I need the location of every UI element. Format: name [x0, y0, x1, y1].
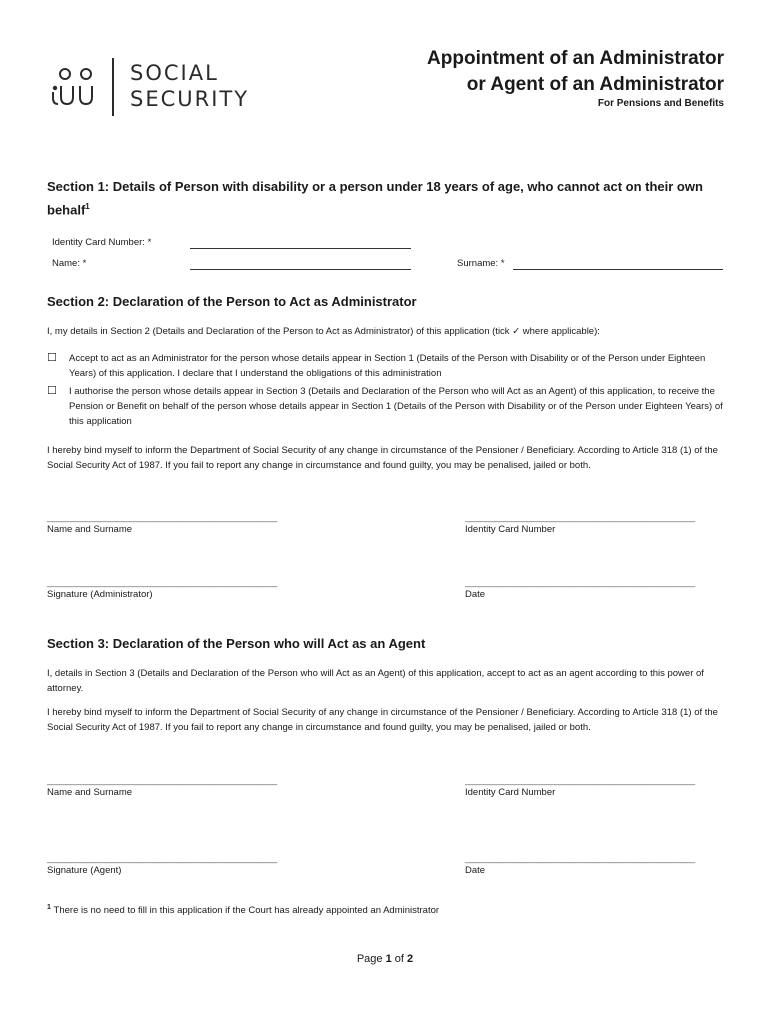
agent-name-line[interactable]: ________________________________________________ [47, 775, 277, 786]
section2-intro: I, my details in Section 2 (Details and Declaration of the Person to Act as Administrator) of this application (tick ✓ where applicable): [47, 326, 600, 337]
section3-heading: Section 3: Declaration of the Person who will Act as an Agent [47, 636, 426, 651]
page-prefix: Page [356, 953, 383, 965]
title-line1: Appointment of an Administrator [427, 48, 724, 69]
admin-date-line[interactable]: ________________________________________________ [465, 577, 695, 588]
admin-name-label: Name and Surname [47, 524, 133, 535]
admin-name-line[interactable]: ________________________________________________ [47, 512, 277, 523]
footnote [47, 904, 439, 916]
footnote-text: There is no need to fill in this application if the Court has already appointed an Administrator [53, 905, 440, 917]
name-input-line[interactable] [190, 269, 411, 270]
logo-line1: SOCIAL [130, 61, 219, 85]
logo-wordmark [130, 60, 249, 112]
agent-signature-label: Signature (Agent) [47, 865, 122, 876]
section1-heading-text: Section 1: Details of Person with disability or a person under 18 years of age, who cannot act on their own behalf [47, 179, 703, 218]
page-title [427, 46, 724, 98]
authorise-option-text: I authorise the person whose details appear in Section 3 (Details and Declaration of the Person who will Act as an Agent) of this application, to receive the Pension or Benefit on behalf of the person whose details appear in Section 1 (Details of the Person with Disability or of the Person under Eighteen Years) of this application [69, 386, 723, 427]
logo-line2: SECURITY [130, 87, 250, 111]
admin-signature-line[interactable]: ________________________________________________ [47, 577, 277, 588]
name-label: Name: * [52, 258, 87, 269]
section2-bind-text: I hereby bind myself to inform the Department of Social Security of any change in circumstance of the Pensioner / Beneficiary. According to Article 318 (1) of the Social Security Act of 1987. If you fail to report any change in circumstance and found guilty, you may be penalised, jailed or both. [47, 445, 718, 471]
section3-intro: I, details in Section 3 (Details and Declaration of the Person who will Act as an Agent) of this application, accept to act as an agent according to this power of attorney. [47, 668, 704, 694]
admin-id-line[interactable]: ________________________________________________ [465, 512, 695, 523]
surname-label: Surname: * [457, 258, 505, 269]
accept-checkbox[interactable]: ☐ [47, 352, 57, 364]
footnote-mark: 1 [47, 904, 51, 911]
agent-id-label: Identity Card Number [465, 787, 556, 798]
surname-input-line[interactable] [513, 269, 723, 270]
option-accept-row [47, 351, 727, 381]
option-authorise-row [47, 384, 727, 429]
admin-date-label: Date [465, 589, 486, 600]
id-card-input-line[interactable] [190, 248, 411, 249]
footnote-ref: 1 [85, 202, 90, 211]
authorise-checkbox[interactable]: ☐ [47, 385, 57, 397]
section2-heading: Section 2: Declaration of the Person to Act as Administrator [47, 294, 417, 309]
admin-id-label: Identity Card Number [465, 524, 556, 535]
page-current: 1 [385, 953, 392, 965]
page-total: 2 [407, 953, 414, 965]
agent-name-label: Name and Surname [47, 787, 133, 798]
logo-divider [112, 58, 114, 116]
agent-date-line[interactable]: ________________________________________________ [465, 853, 695, 864]
title-line2: or Agent of an Administrator [466, 74, 724, 95]
page-of: of [394, 953, 404, 965]
agent-date-label: Date [465, 865, 486, 876]
social-security-logo-icon [52, 66, 100, 106]
accept-option-text: Accept to act as an Administrator for the person whose details appear in Section 1 (Details of the Person with Disability or of the Person under Eighteen Years) of this application. I declare that I understand the obligations of this administration [69, 353, 706, 379]
page-subtitle: For Pensions and Benefits [597, 98, 724, 109]
section1-heading [47, 177, 727, 220]
section3-bind-text: I hereby bind myself to inform the Department of Social Security of any change in circumstance of the Pensioner / Beneficiary. According to Article 318 (1) of the Social Security Act of 1987. If you fail to report any change in circumstance and found guilty, you may be penalised, jailed or both. [47, 707, 718, 733]
agent-signature-line[interactable]: ________________________________________________ [47, 853, 277, 864]
page-number [0, 953, 770, 965]
id-card-label: Identity Card Number: * [52, 237, 152, 248]
agent-id-line[interactable]: ________________________________________________ [465, 775, 695, 786]
admin-signature-label: Signature (Administrator) [47, 589, 153, 600]
